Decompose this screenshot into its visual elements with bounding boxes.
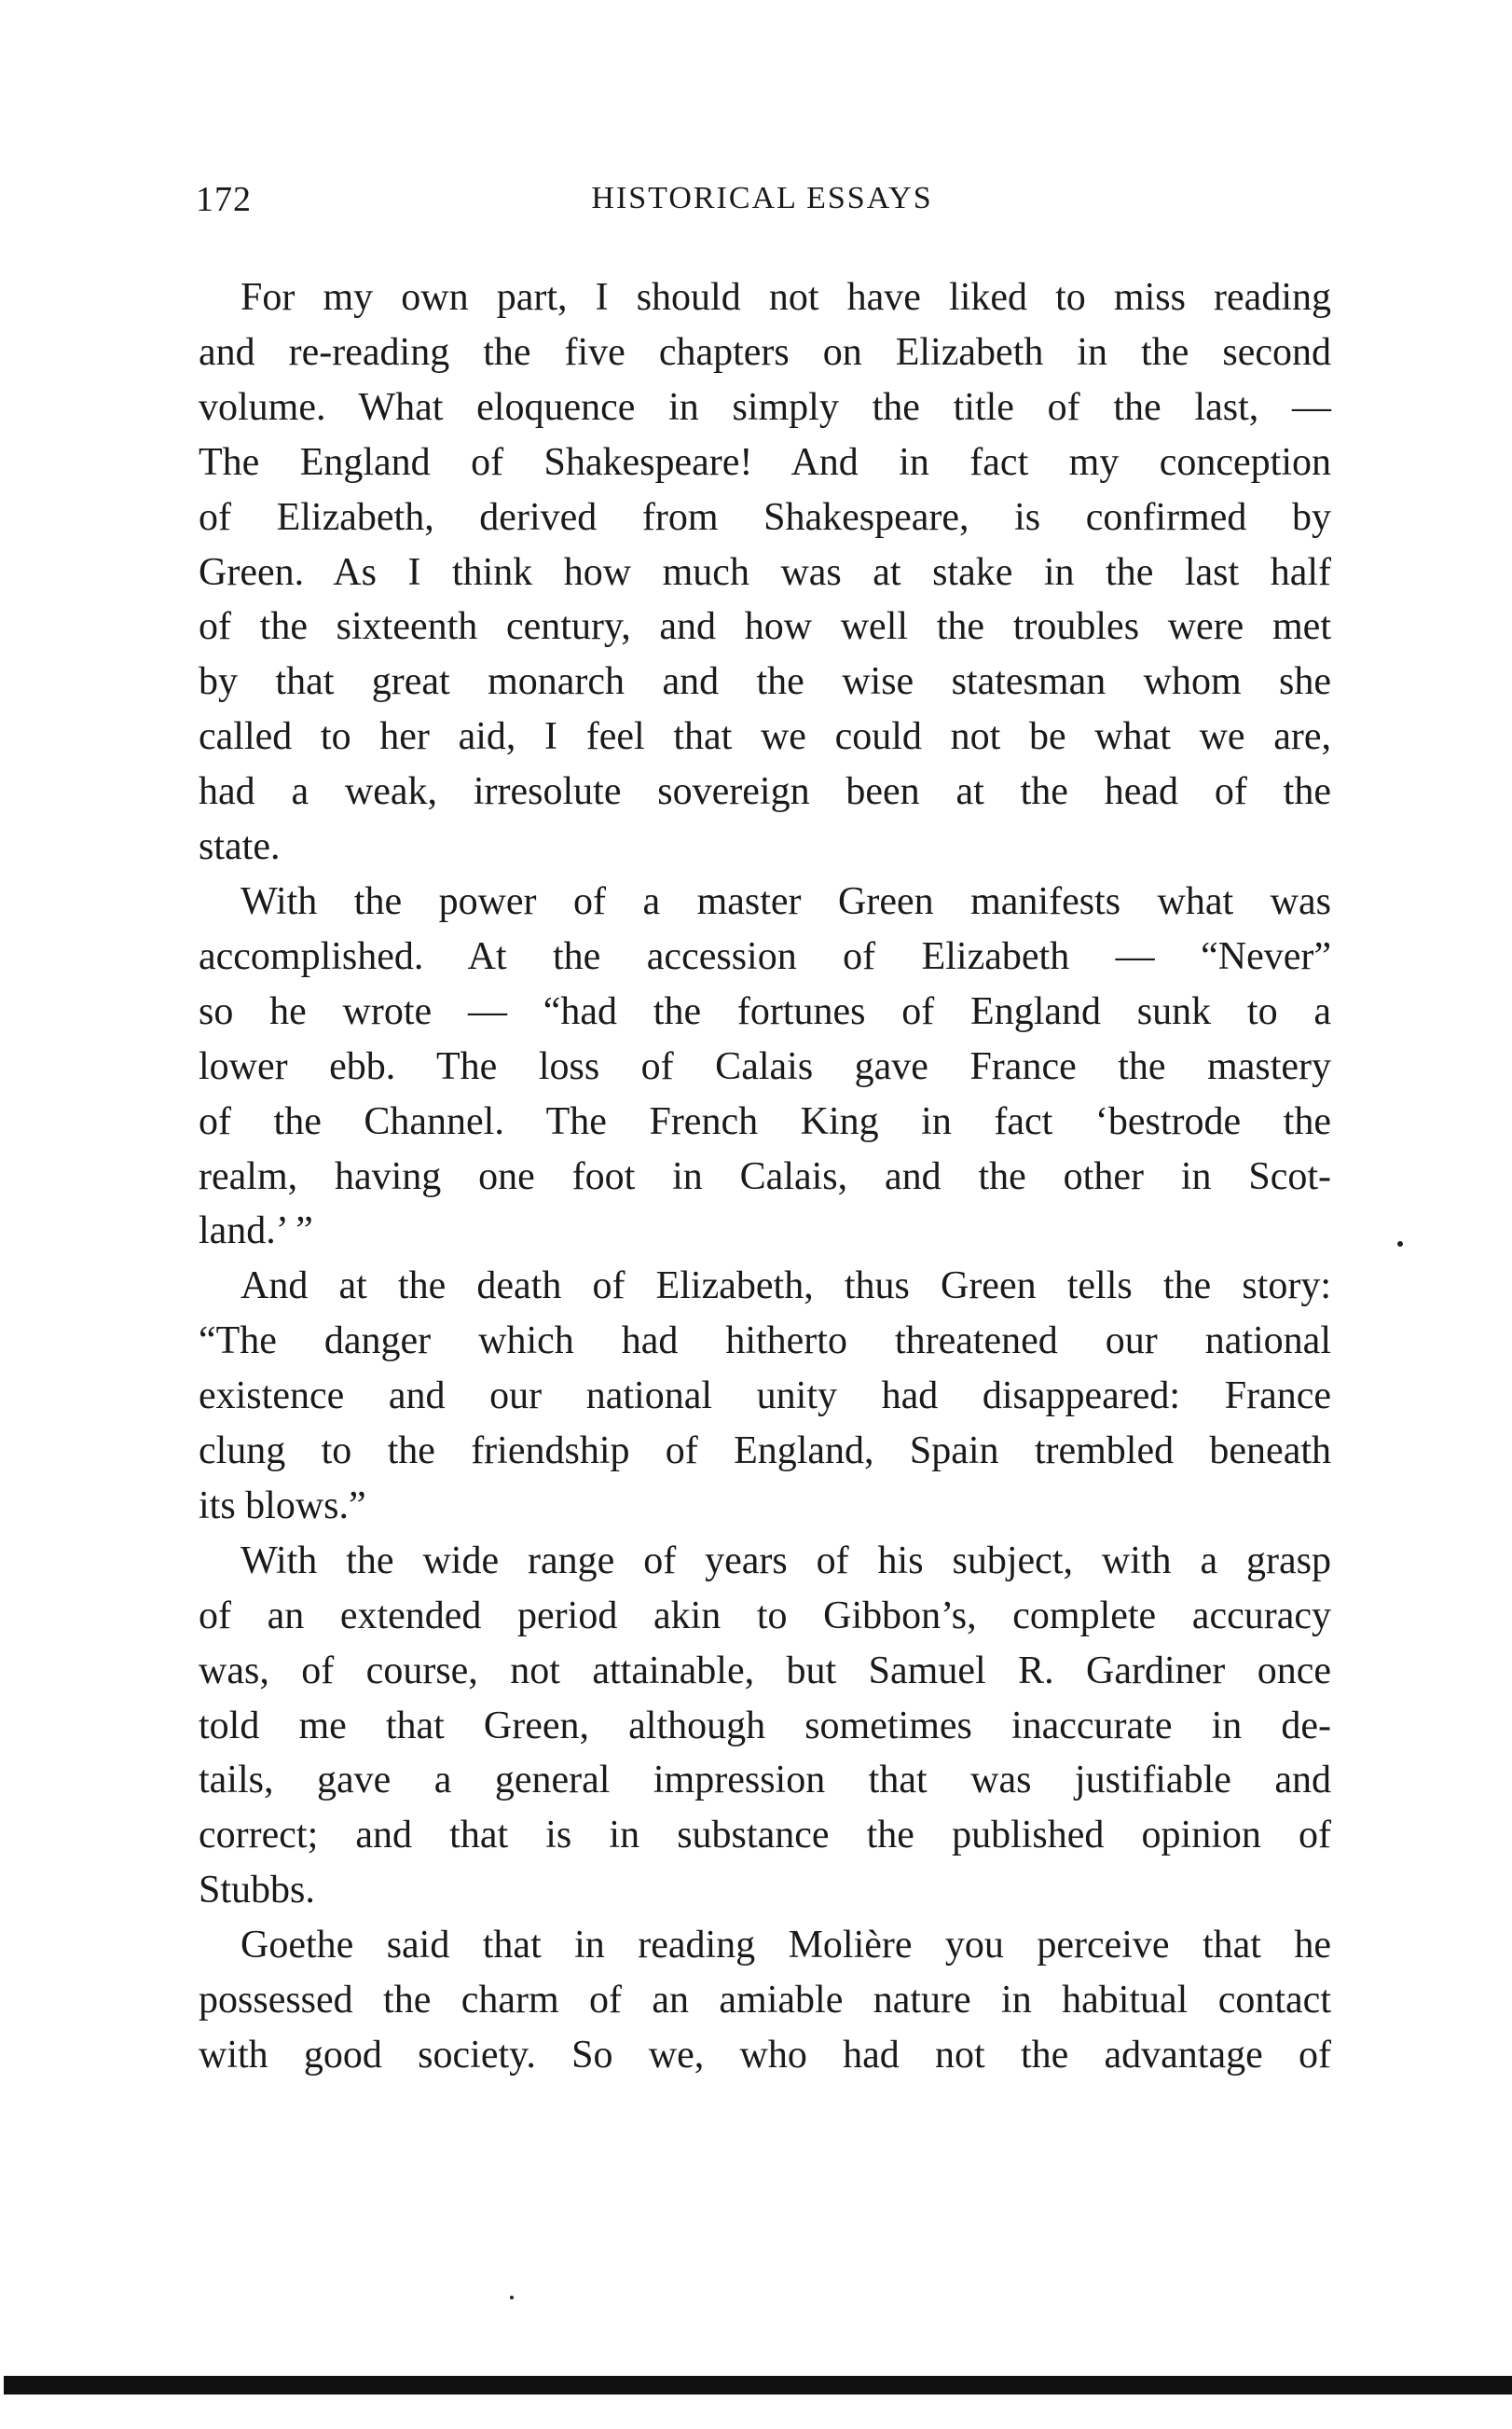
text-line: land.’ ” (199, 1209, 313, 1253)
text-line: correct; and that is in substance the published opinion of (199, 1814, 1331, 1857)
margin-speck (510, 2296, 514, 2299)
text-line: of Elizabeth, derived from Shakespeare, is confirmed by (199, 495, 1331, 539)
text-line: And at the death of Elizabeth, thus Green tells the story: (241, 1264, 1331, 1308)
body-text (199, 270, 1331, 2083)
paragraph-5 (199, 1918, 1331, 2083)
text-line: its blows.” (199, 1484, 366, 1527)
text-line: possessed the charm of an amiable nature in habitual contact (199, 1979, 1331, 2022)
text-line: called to her aid, I feel that we could not be what we are, (199, 715, 1331, 759)
text-line: state. (199, 825, 281, 869)
text-line: With the power of a master Green manifests what was (241, 879, 1331, 923)
text-line: “The danger which had hitherto threatened our national (199, 1319, 1331, 1363)
text-line: tails, gave a general impression that was justifiable and (199, 1759, 1331, 1802)
margin-speck (1397, 1241, 1403, 1247)
paragraph-2 (199, 875, 1331, 1259)
bottom-scan-rule (4, 2376, 1512, 2394)
text-line: With the wide range of years of his subject, with a grasp (241, 1539, 1331, 1582)
text-line: by that great monarch and the wise statesman whom she (199, 660, 1331, 704)
running-head (196, 179, 1328, 235)
text-line: so he wrote — “had the fortunes of England sunk to a (199, 989, 1331, 1033)
paragraph-4 (199, 1534, 1331, 1918)
text-line: told me that Green, although sometimes inaccurate in de- (199, 1704, 1331, 1747)
paragraph-3 (199, 1259, 1331, 1534)
text-line: was, of course, not attainable, but Samuel R. Gardiner once (199, 1649, 1331, 1692)
text-line: The England of Shakespeare! And in fact my conception (199, 440, 1331, 484)
text-line: with good society. So we, who had not the advantage of (199, 2034, 1331, 2077)
text-line: realm, having one foot in Calais, and the other in Scot- (199, 1154, 1331, 1198)
text-line: volume. What eloquence in simply the title of the last, — (199, 385, 1331, 429)
page-number: 172 (196, 180, 252, 219)
text-line: accomplished. At the accession of Elizabeth — “Never” (199, 934, 1331, 978)
text-line: of the sixteenth century, and how well the troubles were met (199, 605, 1331, 649)
text-line: For my own part, I should not have liked to miss reading (241, 276, 1331, 319)
text-line: of an extended period akin to Gibbon’s, complete accuracy (199, 1594, 1331, 1637)
text-line: of the Channel. The French King in fact ‘bestrode the (199, 1099, 1331, 1143)
text-line: Goethe said that in reading Molière you perceive that he (241, 1924, 1331, 1967)
running-title: HISTORICAL ESSAYS (591, 181, 933, 215)
paragraph-1 (199, 270, 1331, 875)
text-line: Stubbs. (199, 1869, 315, 1912)
text-line: existence and our national unity had disappeared: France (199, 1374, 1331, 1418)
text-line: Green. As I think how much was at stake in the last half (199, 550, 1331, 594)
text-line: clung to the friendship of England, Spain trembled beneath (199, 1429, 1331, 1473)
text-line: had a weak, irresolute sovereign been at the head of the (199, 770, 1331, 814)
text-line: lower ebb. The loss of Calais gave France the mastery (199, 1044, 1331, 1088)
text-line: and re-reading the five chapters on Elizabeth in the second (199, 330, 1331, 374)
